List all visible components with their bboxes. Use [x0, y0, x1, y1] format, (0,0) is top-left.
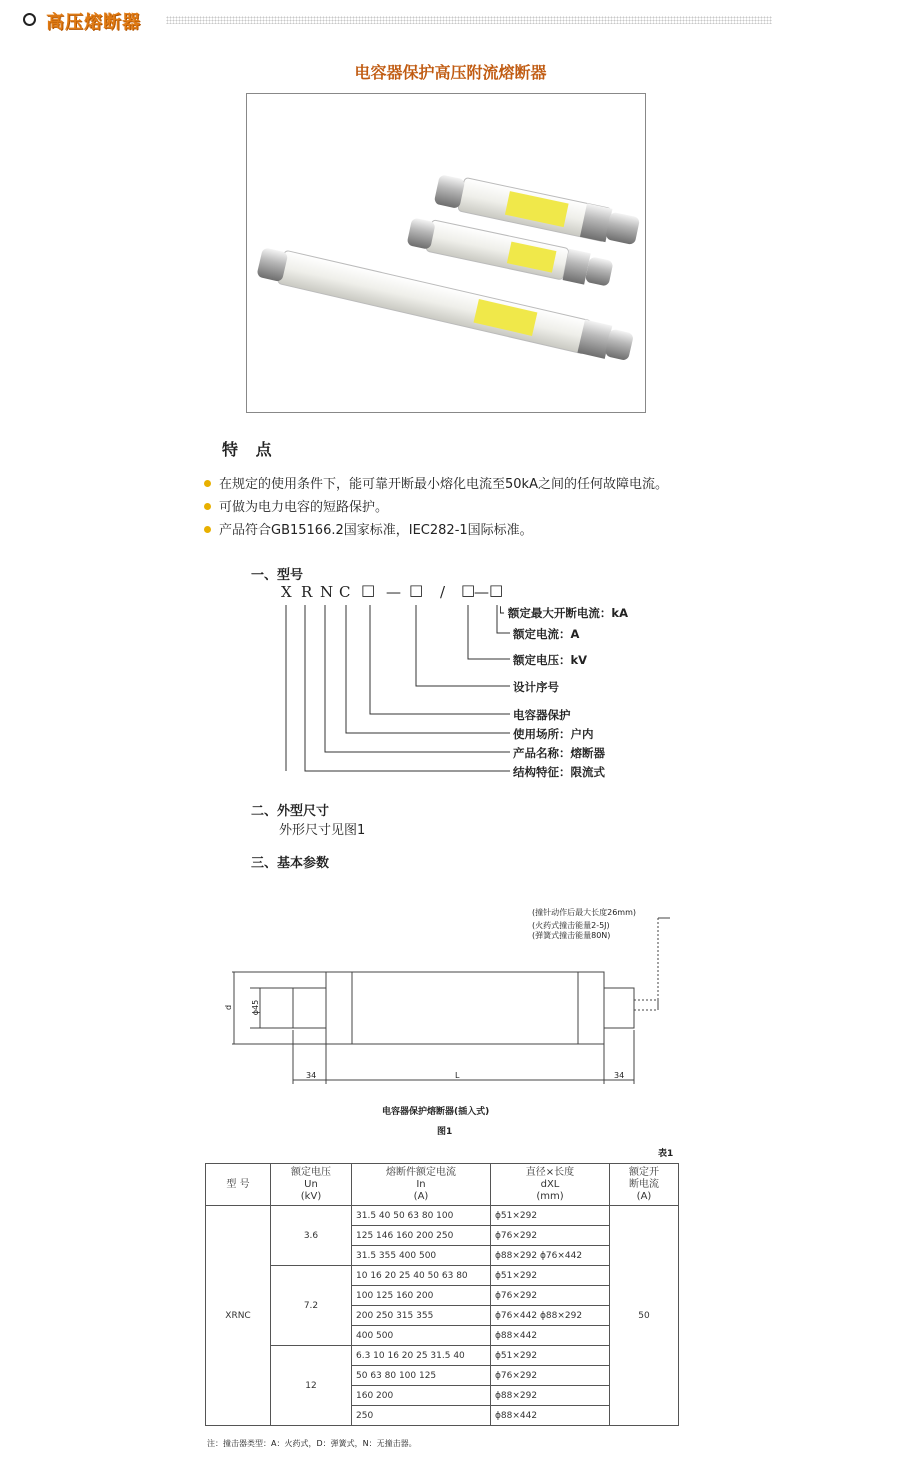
figure-note: (火药式撞击能量2-5J)	[532, 921, 610, 930]
model-heading: 一、型号	[251, 568, 304, 583]
figure-note: (撞针动作后最大长度26mm)	[532, 908, 637, 917]
cell-current: 31.5 355 400 500	[352, 1246, 491, 1266]
cell-voltage: 7.2	[271, 1266, 352, 1346]
model-label: 使用场所：户内	[513, 727, 594, 741]
figure-note: (弹簧式撞击能量80N)	[532, 931, 611, 940]
bullet-dot-icon	[204, 480, 211, 487]
dim-left: 34	[306, 1071, 317, 1080]
cell-size: ϕ88×442	[491, 1406, 610, 1426]
fuse-drawing	[220, 900, 680, 1090]
cell-size: ϕ51×292	[491, 1266, 610, 1286]
model-code-box: □	[489, 581, 504, 599]
table-row	[206, 1266, 679, 1286]
cell-voltage: 12	[271, 1346, 352, 1426]
feature-item: 产品符合GB15166.2国家标准，IEC282-1国际标准。	[204, 519, 533, 538]
model-code-box: □	[361, 581, 376, 599]
cell-current: 100 125 160 200	[352, 1286, 491, 1306]
features-title: 特 点	[222, 440, 278, 459]
model-label: 额定电压：kV	[513, 653, 588, 667]
feature-item: 可做为电力电容的短路保护。	[204, 496, 388, 515]
model-label: └ 额定最大开断电流：kA	[497, 606, 628, 620]
cell-current: 10 16 20 25 40 50 63 80	[352, 1266, 491, 1286]
dim-diameter: ϕ45	[251, 999, 261, 1016]
dim-length: L	[455, 1071, 460, 1080]
cell-current: 160 200	[352, 1386, 491, 1406]
cell-size: ϕ51×292	[491, 1346, 610, 1366]
dim-right: 34	[614, 1071, 625, 1080]
page-title: 高压熔断器	[46, 12, 141, 33]
header-voltage: 额定电压 Un (kV)	[271, 1164, 352, 1206]
cell-current: 250	[352, 1406, 491, 1426]
model-label: 电容器保护	[513, 708, 571, 722]
model-label: 产品名称：熔断器	[513, 746, 605, 760]
model-code-x: X	[281, 583, 292, 601]
cell-current: 6.3 10 16 20 25 31.5 40	[352, 1346, 491, 1366]
cell-size: ϕ51×292	[491, 1206, 610, 1226]
cell-size: ϕ76×292	[491, 1286, 610, 1306]
model-code-box: □	[461, 581, 476, 599]
dimensions-text: 外形尺寸见图1	[279, 823, 366, 838]
model-label: 额定电流：A	[513, 627, 580, 641]
model-code-c: C	[339, 583, 351, 601]
cell-size: ϕ88×442	[491, 1326, 610, 1346]
cell-size: ϕ88×292 ϕ76×442	[491, 1246, 610, 1266]
product-title: 电容器保护高压附流熔断器	[354, 63, 547, 82]
cell-voltage: 3.6	[271, 1206, 352, 1266]
table-note: 注：撞击器类型：A：火药式，D：弹簧式，N：无撞击器。	[207, 1439, 417, 1448]
header-current: 熔断件额定电流 In (A)	[352, 1164, 491, 1206]
table-row	[206, 1346, 679, 1366]
table-header-row	[206, 1164, 679, 1206]
figure-caption: 电容器保护熔断器(插入式)	[382, 1107, 490, 1117]
model-code-dash: —	[386, 583, 401, 601]
cell-current: 31.5 40 50 63 80 100	[352, 1206, 491, 1226]
header-size: 直径×长度 dXL (mm)	[491, 1164, 610, 1206]
figure-label: 图1	[437, 1127, 453, 1137]
model-code-slash: /	[440, 583, 446, 601]
table-label: 表1	[658, 1149, 674, 1159]
fuse-photo-illustration	[247, 94, 645, 412]
model-label: 设计序号	[513, 680, 559, 694]
params-heading: 三、基本参数	[251, 856, 330, 871]
model-label: 结构特征：限流式	[513, 765, 605, 779]
model-code-n: N	[320, 583, 334, 601]
cell-current: 400 500	[352, 1326, 491, 1346]
cell-size: ϕ76×292	[491, 1366, 610, 1386]
model-code-dash: —	[474, 583, 489, 601]
cell-breaking: 50	[610, 1206, 679, 1426]
model-code-box: □	[409, 581, 424, 599]
bullet-circle-icon	[23, 13, 36, 26]
table-row	[206, 1206, 679, 1226]
bullet-dot-icon	[204, 526, 211, 533]
bullet-dot-icon	[204, 503, 211, 510]
cell-current: 125 146 160 200 250	[352, 1226, 491, 1246]
dim-d: d	[224, 1004, 234, 1011]
header-model: 型 号	[206, 1164, 271, 1206]
dimensions-heading: 二、外型尺寸	[251, 804, 330, 819]
cell-current: 50 63 80 100 125	[352, 1366, 491, 1386]
product-photo	[246, 93, 646, 413]
cell-size: ϕ76×442 ϕ88×292	[491, 1306, 610, 1326]
header-breaking: 额定开 断电流 (A)	[610, 1164, 679, 1206]
model-leader-lines	[270, 600, 510, 780]
dotted-divider	[166, 16, 772, 24]
cell-current: 200 250 315 355	[352, 1306, 491, 1326]
cell-size: ϕ76×292	[491, 1226, 610, 1246]
params-table	[205, 1163, 679, 1426]
model-code-r: R	[301, 583, 313, 601]
feature-item: 在规定的使用条件下，能可靠开断最小熔化电流至50kA之间的任何故障电流。	[204, 473, 668, 492]
cell-model: XRNC	[206, 1206, 271, 1426]
cell-size: ϕ88×292	[491, 1386, 610, 1406]
